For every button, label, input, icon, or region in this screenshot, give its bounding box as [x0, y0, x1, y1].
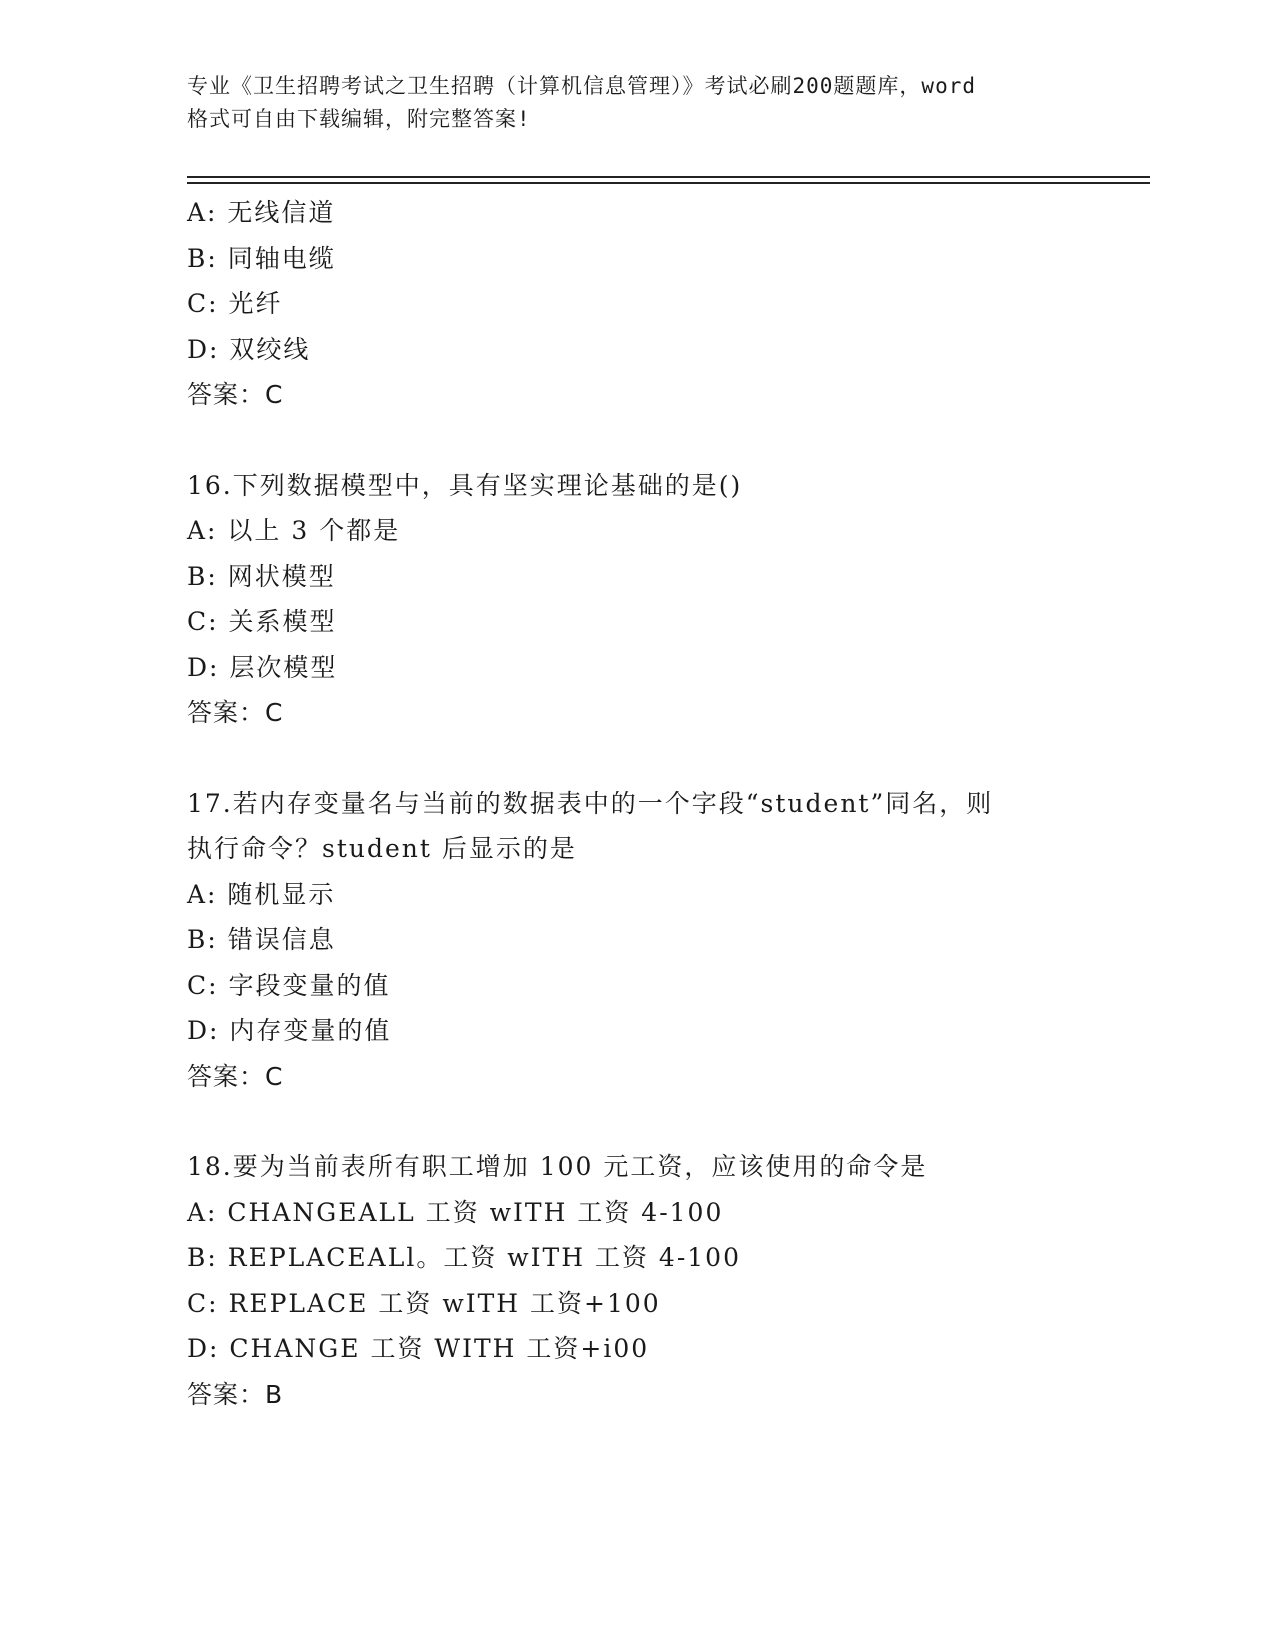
answer-line: 答案：C — [187, 380, 284, 409]
option-a: A: CHANGEALL 工资 wITH 工资 4-100 — [187, 1197, 724, 1227]
spacer — [187, 736, 1147, 781]
header-divider-bottom — [187, 182, 1150, 184]
question-block-18 — [187, 1144, 1147, 1417]
option-b: B: REPLACEALl。工资 wITH 工资 4-100 — [187, 1243, 741, 1272]
spacer — [187, 418, 1147, 463]
option-c: C: 字段变量的值 — [187, 970, 391, 1000]
question-block-partial — [187, 190, 1147, 418]
question-block-17 — [187, 781, 1147, 1100]
answer-line: 答案：C — [187, 698, 284, 727]
question-text-line-1: 17.若内存变量名与当前的数据表中的一个字段“student”同名，则 — [187, 788, 994, 818]
option-b: B: 同轴电缆 — [187, 243, 336, 273]
question-list — [187, 190, 1147, 1417]
answer-line: 答案：C — [187, 1061, 284, 1091]
header-line-1: 专业《卫生招聘考试之卫生招聘（计算机信息管理）》考试必刷200题题库，word — [187, 74, 976, 98]
option-a: A: 以上 3 个都是 — [187, 516, 401, 545]
header-line-2: 格式可自由下载编辑，附完整答案! — [187, 107, 531, 131]
question-block-16 — [187, 463, 1147, 736]
option-d: D: 层次模型 — [187, 652, 338, 682]
option-b: B: 错误信息 — [187, 925, 336, 954]
spacer — [187, 1099, 1147, 1144]
answer-line: 答案：B — [187, 1379, 284, 1409]
option-c: C: 光纤 — [187, 289, 283, 318]
question-text-line-2: 执行命令？student 后显示的是 — [187, 834, 577, 863]
option-a: A: 无线信道 — [187, 198, 336, 227]
option-c: C: 关系模型 — [187, 607, 337, 636]
question-text: 18.要为当前表所有职工增加 100 元工资，应该使用的命令是 — [187, 1152, 928, 1181]
option-c: C: REPLACE 工资 wITH 工资+100 — [187, 1288, 661, 1318]
document-header — [187, 70, 1087, 136]
option-a: A: 随机显示 — [187, 879, 336, 909]
option-d: D: CHANGE 工资 WITH 工资+i00 — [187, 1334, 650, 1363]
option-d: D: 双绞线 — [187, 334, 311, 364]
question-text: 16.下列数据模型中，具有坚实理论基础的是() — [187, 470, 743, 500]
header-divider-top — [187, 176, 1150, 178]
option-b: B: 网状模型 — [187, 561, 336, 591]
option-d: D: 内存变量的值 — [187, 1016, 392, 1045]
